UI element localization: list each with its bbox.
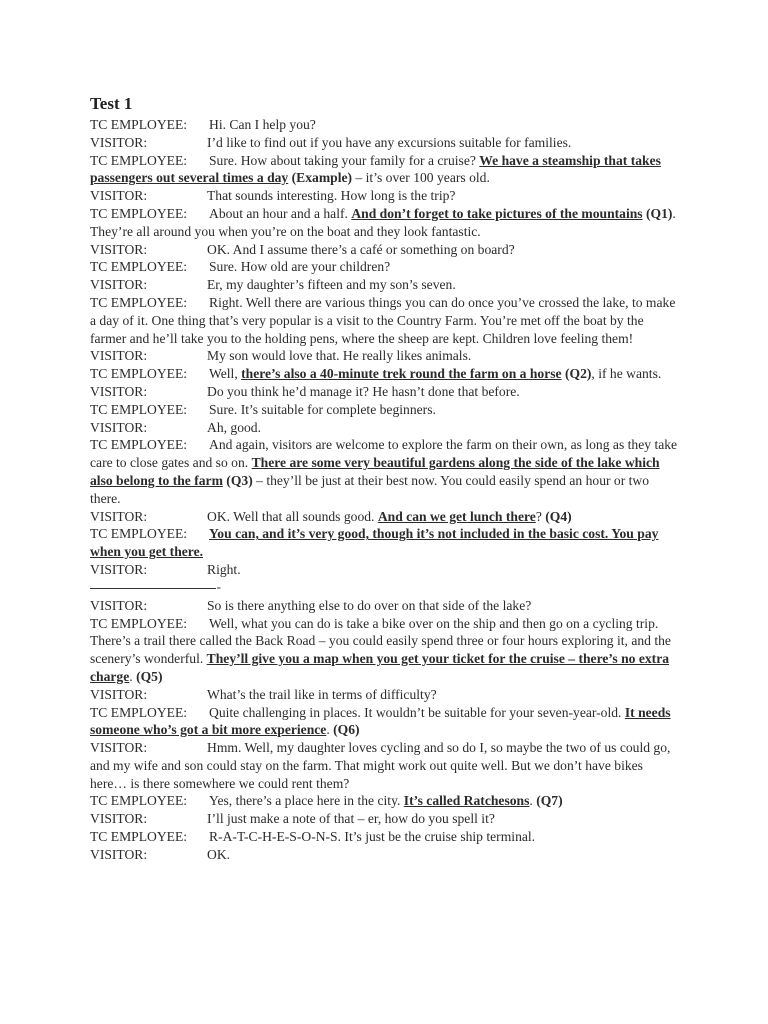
question-tag: (Q5) <box>136 668 163 684</box>
speaker-label: VISITOR: <box>90 740 148 756</box>
speaker-label: TC EMPLOYEE: <box>90 152 188 168</box>
dialogue-line <box>90 686 680 704</box>
question-tag: (Q6) <box>333 722 360 738</box>
dialogue-line <box>90 525 680 561</box>
answer-highlight: It needs someone who’s got a bit more experience <box>90 704 671 738</box>
answer-highlight: They’ll give you a map when you get your ticket for the cruise – there’s no extra charge <box>90 651 670 684</box>
dialogue-text: Quite challenging in places. It wouldn’t be suitable for your seven-year-old. <box>209 704 625 720</box>
dialogue-line <box>90 508 680 526</box>
dialogue-line <box>90 792 680 810</box>
dialogue-line <box>90 258 680 276</box>
dialogue-text: Well, what you can do is take a bike over on the ship and then go on a cycling trip. There’s a trail there called the Back Road – you could easily spend three or four hours exploring it, and the scenery’s wonderful. <box>90 615 671 667</box>
dialogue-line <box>90 152 680 188</box>
answer-highlight: We have a steamship that takes passengers out several times a day <box>90 152 661 186</box>
speaker-label: TC EMPLOYEE: <box>90 401 188 417</box>
question-tag: (Q7) <box>536 793 563 809</box>
speaker-label: VISITOR: <box>90 134 148 150</box>
question-tag: (Q1) <box>642 205 673 221</box>
speaker-label: VISITOR: <box>90 561 148 577</box>
dialogue-line <box>90 401 680 419</box>
question-tag: (Q3) <box>222 472 253 488</box>
speaker-label: VISITOR: <box>90 686 148 702</box>
speaker-label: TC EMPLOYEE: <box>90 704 188 720</box>
speaker-label: TC EMPLOYEE: <box>90 829 188 845</box>
dialogue-text: So is there anything else to do over on that side of the lake? <box>207 597 532 613</box>
dialogue-text: That sounds interesting. How long is the trip? <box>207 188 456 204</box>
dialogue-text: And again, visitors are welcome to explore the farm on their own, as long as they take care to close gates and so on. <box>90 437 678 471</box>
dialogue-line <box>90 347 680 365</box>
speaker-label: TC EMPLOYEE: <box>90 437 188 453</box>
speaker-label: VISITOR: <box>90 188 148 204</box>
dialogue-line <box>90 241 680 259</box>
dialogue-line <box>90 739 680 792</box>
page-title: Test 1 <box>90 94 133 113</box>
dialogue-line <box>90 597 680 615</box>
dialogue-text: OK. And I assume there’s a café or something on board? <box>207 241 515 257</box>
dialogue-text: . <box>529 793 537 809</box>
question-tag: (Example) <box>288 170 353 186</box>
dialogue-line <box>90 615 680 686</box>
speaker-label: VISITOR: <box>90 508 148 524</box>
dialogue-text: I’d like to find out if you have any excursions suitable for families. <box>207 134 572 150</box>
dialogue-text: ? <box>535 508 546 524</box>
dialogue-line <box>90 205 680 241</box>
answer-highlight: And can we get lunch there <box>377 508 536 524</box>
dialogue-line <box>90 276 680 294</box>
dialogue-line <box>90 294 680 347</box>
speaker-label: TC EMPLOYEE: <box>90 366 188 382</box>
dialogue-text: – they’ll be just at their best now. You could easily spend an hour or two there. <box>90 472 650 506</box>
dialogue-text: Do you think he’d manage it? He hasn’t done that before. <box>207 383 520 399</box>
dialogue-line <box>90 187 680 205</box>
dialogue-text: Er, my daughter’s fifteen and my son’s seven. <box>207 277 456 293</box>
document-page <box>90 93 680 864</box>
dialogue-text: Yes, there’s a place here in the city. <box>209 793 404 809</box>
dialogue-line <box>90 134 680 152</box>
answer-highlight: And don’t forget to take pictures of the mountains <box>351 205 643 221</box>
dialogue-text: Sure. It’s suitable for complete beginners. <box>209 401 436 417</box>
answer-highlight: there’s also a 40-minute trek round the farm on a horse <box>241 366 562 382</box>
answer-highlight: It’s called Ratchesons <box>403 793 530 809</box>
dialogue-text: Hi. Can I help you? <box>209 117 316 132</box>
dialogue-text: , if he wants. <box>591 366 662 382</box>
speaker-label: TC EMPLOYEE: <box>90 117 188 132</box>
dialogue-line <box>90 561 680 579</box>
dialogue-line <box>90 828 680 846</box>
transcript <box>90 116 680 864</box>
dialogue-line <box>90 419 680 437</box>
dialogue-line <box>90 365 680 383</box>
answer-highlight: You can, and it’s very good, though it’s not included in the basic cost. You pay when you get there. <box>90 526 659 560</box>
speaker-label: VISITOR: <box>90 846 148 862</box>
dialogue-text: Sure. How old are your children? <box>209 259 391 275</box>
speaker-label: TC EMPLOYEE: <box>90 615 188 631</box>
dialogue-text: . <box>129 668 137 684</box>
speaker-label: TC EMPLOYEE: <box>90 526 188 542</box>
answer-highlight: There are some very beautiful gardens along the side of the lake which also belong to the farm <box>90 455 660 488</box>
speaker-label: VISITOR: <box>90 597 148 613</box>
dialogue-line <box>90 383 680 401</box>
dialogue-text: I’ll just make a note of that – er, how do you spell it? <box>207 811 495 827</box>
speaker-label: TC EMPLOYEE: <box>90 294 188 310</box>
dialogue-text: What’s the trail like in terms of difficulty? <box>207 686 437 702</box>
dialogue-text: About an hour and a half. <box>209 205 352 221</box>
question-tag: (Q2) <box>561 366 592 382</box>
dialogue-text: Ah, good. <box>207 419 261 435</box>
dialogue-text: OK. <box>207 846 231 862</box>
dialogue-text: . They’re all around you when you’re on the boat and they look fantastic. <box>90 205 676 239</box>
dialogue-text: – it’s over 100 years old. <box>352 170 490 186</box>
dialogue-line <box>90 846 680 864</box>
speaker-label: VISITOR: <box>90 348 148 364</box>
dialogue-text: Sure. How about taking your family for a cruise? <box>209 152 480 168</box>
dialogue-text: Hmm. Well, my daughter loves cycling and so do I, so maybe the two of us could go, and my wife and son could stay on the farm. That might work out quite well. But we don’t have bikes here… is there somewhere we could rent them? <box>90 740 671 791</box>
question-tag: (Q4) <box>545 508 572 524</box>
dialogue-text: OK. Well that all sounds good. <box>207 508 378 524</box>
speaker-label: VISITOR: <box>90 419 148 435</box>
dialogue-line <box>90 116 680 134</box>
speaker-label: VISITOR: <box>90 383 148 399</box>
dialogue-text: . <box>326 722 334 738</box>
dialogue-text: Right. Well there are various things you can do once you’ve crossed the lake, to make a day of it. One thing that’s very popular is a visit to the Country Farm. You’re met off the boat by the farmer and he’ll take you to the holding pens, where the sheep are kept. Children love feeling them! <box>90 294 676 346</box>
dialogue-text: Well, <box>209 366 242 382</box>
dialogue-line <box>90 810 680 828</box>
speaker-label: VISITOR: <box>90 811 148 827</box>
section-divider <box>90 579 216 589</box>
speaker-label: VISITOR: <box>90 241 148 257</box>
dialogue-line <box>90 436 680 507</box>
speaker-label: TC EMPLOYEE: <box>90 793 188 809</box>
dialogue-text: My son would love that. He really likes animals. <box>207 348 472 364</box>
dialogue-line <box>90 704 680 740</box>
speaker-label: TC EMPLOYEE: <box>90 205 188 221</box>
dialogue-text: R-A-T-C-H-E-S-O-N-S. It’s just be the cruise ship terminal. <box>209 829 536 845</box>
speaker-label: TC EMPLOYEE: <box>90 259 188 275</box>
dialogue-text: Right. <box>207 561 241 577</box>
speaker-label: VISITOR: <box>90 277 148 293</box>
